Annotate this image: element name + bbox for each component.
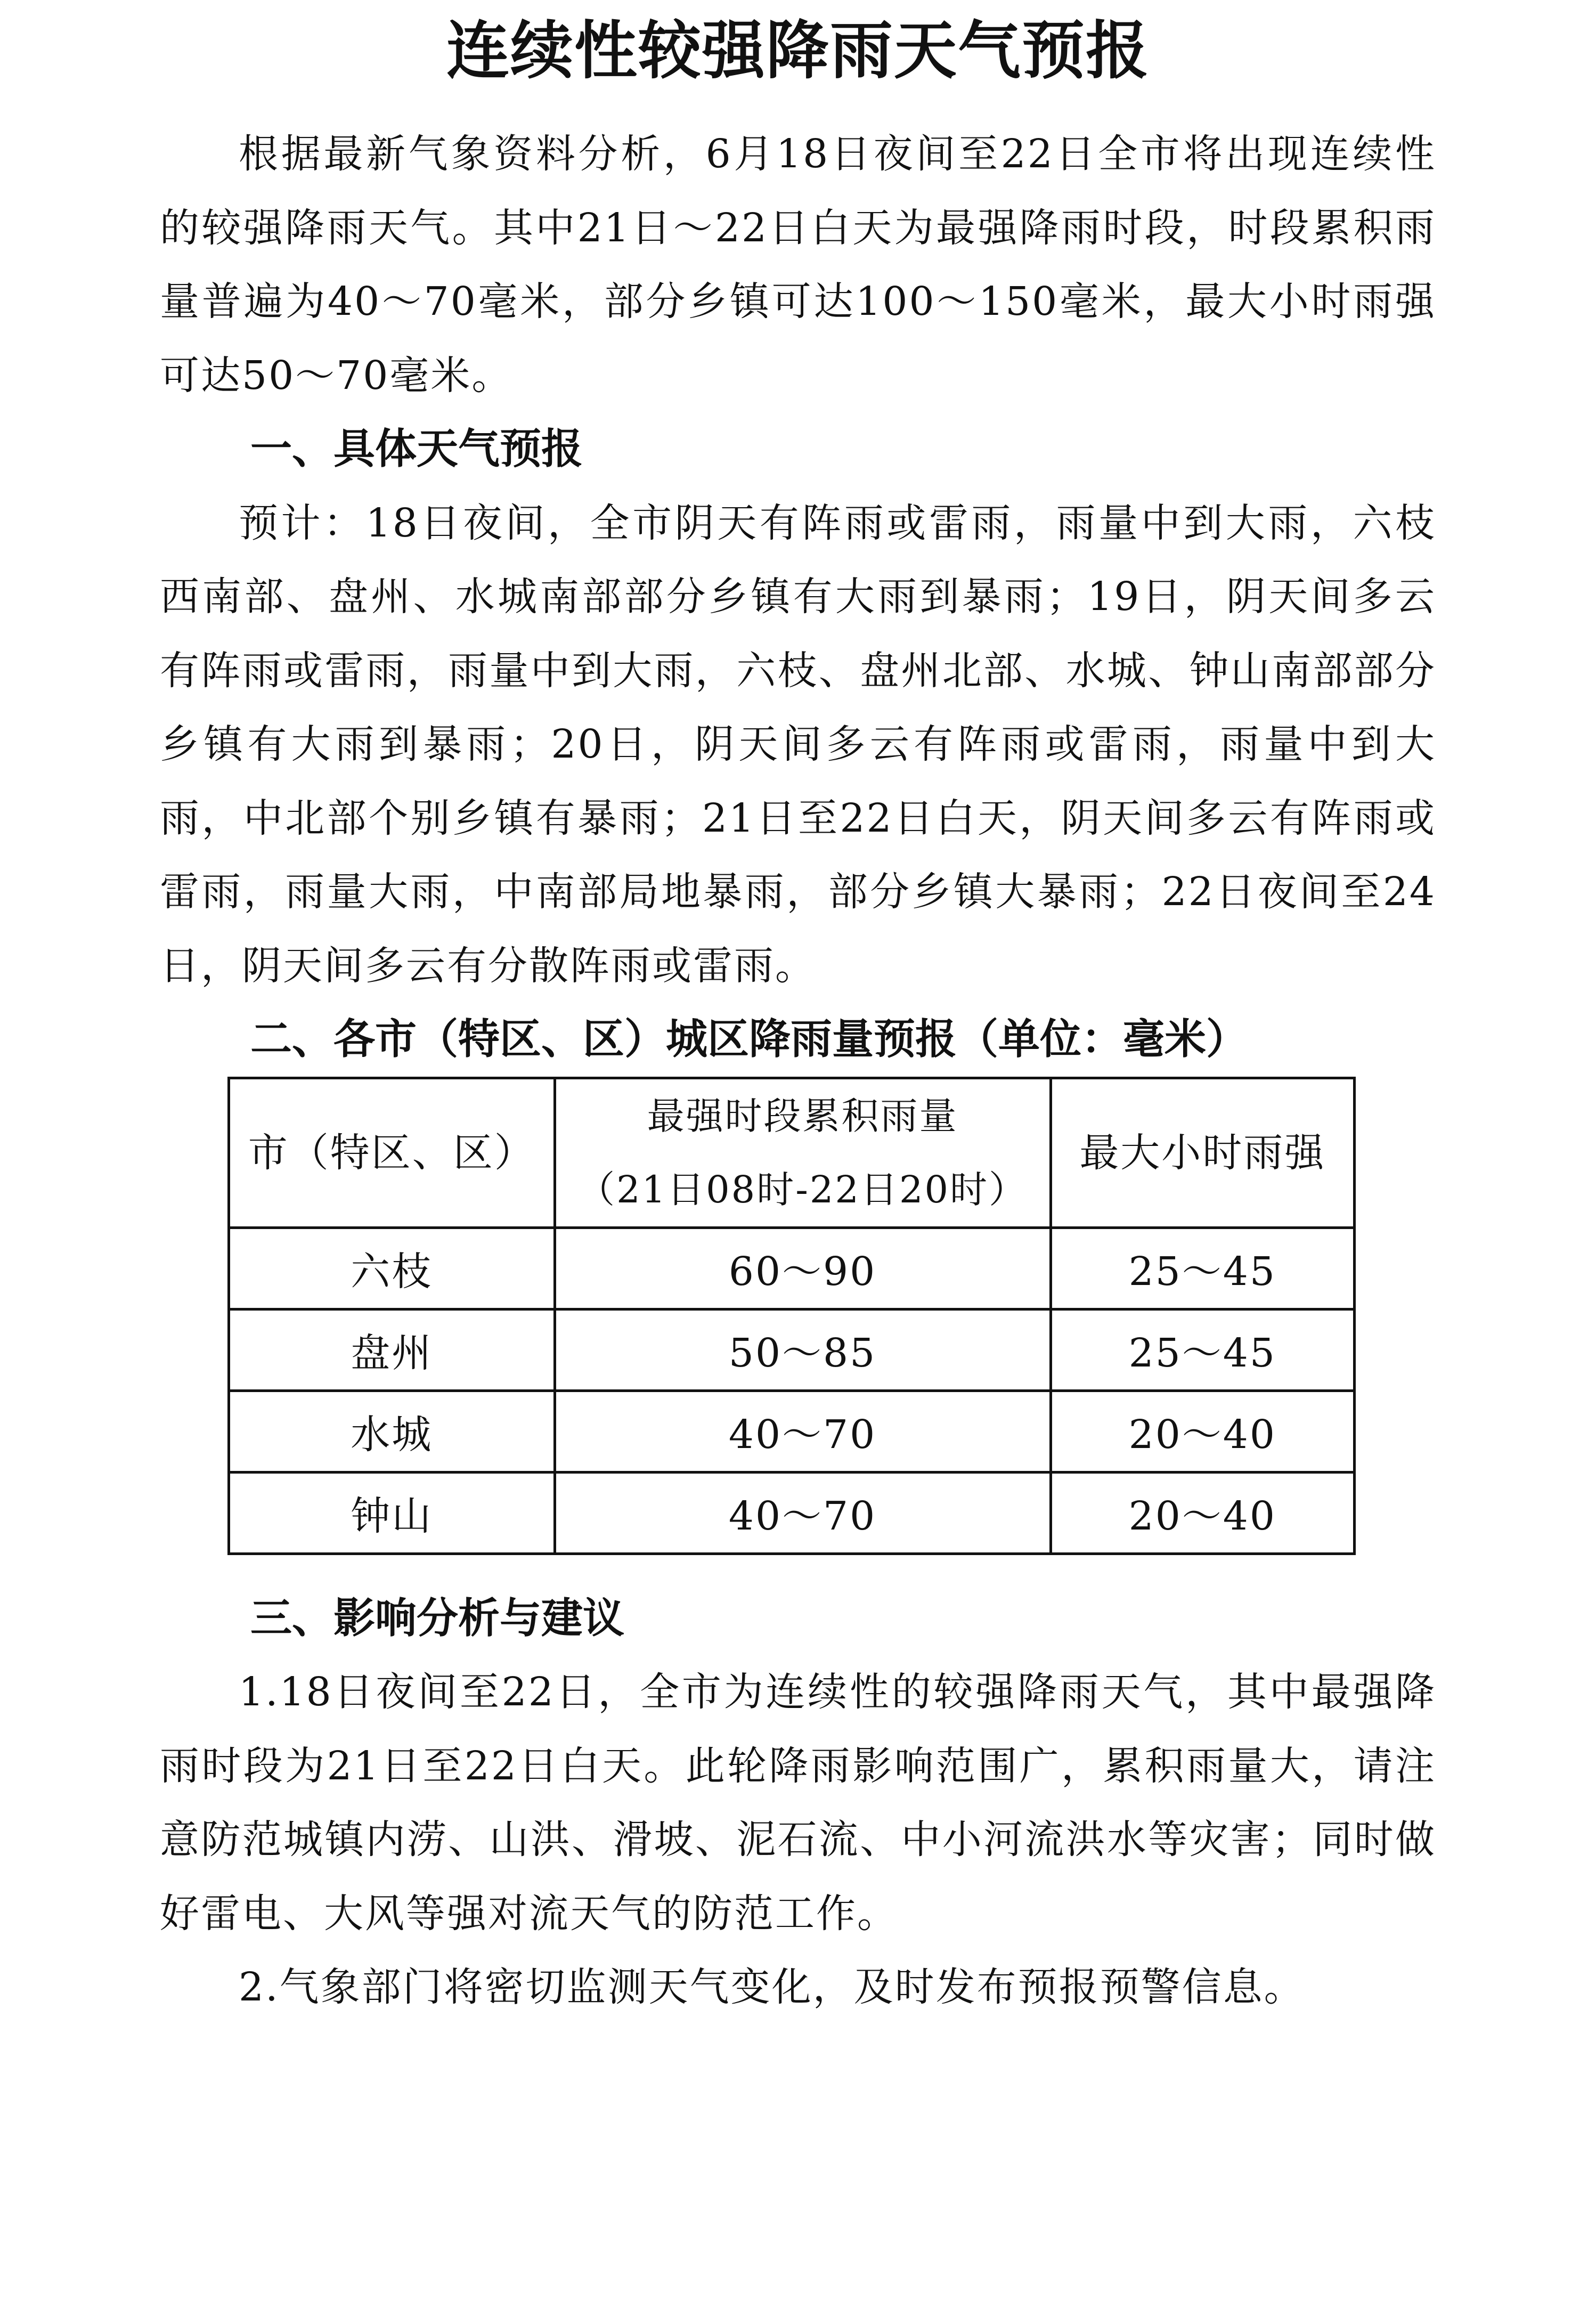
section-heading-rainfall-table: 二、各市（特区、区）城区降雨量预报（单位：毫米）	[250, 1015, 1248, 1063]
cell-total: 50～85	[555, 1309, 1051, 1390]
header-accumulated-title: 最强时段累积雨量	[647, 1094, 958, 1138]
cell-region: 水城	[229, 1390, 555, 1472]
cell-region: 盘州	[229, 1309, 555, 1390]
table-row	[229, 1390, 1355, 1472]
advice-item-1: 1.18日夜间至22日，全市为连续性的较强降雨天气，其中最强降雨时段为21日至22日白天。此轮降雨影响范围广，累积雨量大，请注意防范城镇内涝、山洪、滑坡、泥石流、中小河流洪水等灾害；同时做好雷电、大风等强对流天气的防范工作。	[160, 1669, 1436, 1937]
header-cell-region: 市（特区、区）	[229, 1078, 555, 1227]
header-accumulated-period: （21日08时-22日20时）	[577, 1167, 1028, 1211]
cell-region: 六枝	[229, 1227, 555, 1309]
cell-hourly: 25～45	[1051, 1309, 1354, 1390]
section-heading-advice: 三、影响分析与建议	[250, 1594, 625, 1642]
document-title: 连续性较强降雨天气预报	[446, 14, 1150, 87]
cell-hourly: 20～40	[1051, 1472, 1354, 1553]
table-row	[229, 1472, 1355, 1553]
forecast-paragraph: 预计：18日夜间，全市阴天有阵雨或雷雨，雨量中到大雨，六枝西南部、盘州、水城南部部分乡镇有大雨到暴雨；19日，阴天间多云有阵雨或雷雨，雨量中到大雨，六枝、盘州北部、水城、钟山南部部分乡镇有大雨到暴雨；20日，阴天间多云有阵雨或雷雨，雨量中到大雨，中北部个别乡镇有暴雨；21日至22日白天，阴天间多云有阵雨或雷雨，雨量大雨，中南部局地暴雨，部分乡镇大暴雨；22日夜间至24日，阴天间多云有分散阵雨或雷雨。	[160, 500, 1436, 989]
table-row	[229, 1227, 1355, 1309]
header-cell-accumulated	[555, 1078, 1051, 1227]
header-cell-hourly: 最大小时雨强	[1051, 1078, 1354, 1227]
document-page	[160, 0, 1436, 2024]
cell-total: 40～70	[555, 1472, 1051, 1553]
advice-item-2: 2.气象部门将密切监测天气变化，及时发布预报预警信息。	[239, 1964, 1305, 2010]
cell-total: 60～90	[555, 1227, 1051, 1309]
table-header-row	[229, 1078, 1355, 1227]
table-row	[229, 1309, 1355, 1390]
intro-paragraph: 根据最新气象资料分析，6月18日夜间至22日全市将出现连续性的较强降雨天气。其中21日～22日白天为最强降雨时段，时段累积雨量普遍为40～70毫米，部分乡镇可达100～150毫米，最大小时雨强可达50～70毫米。	[160, 131, 1436, 398]
cell-hourly: 25～45	[1051, 1227, 1354, 1309]
rainfall-table-container	[227, 1077, 1436, 1555]
cell-region: 钟山	[229, 1472, 555, 1553]
cell-total: 40～70	[555, 1390, 1051, 1472]
spacer	[160, 1555, 1436, 1582]
section-heading-forecast: 一、具体天气预报	[250, 425, 583, 473]
rainfall-table	[227, 1077, 1356, 1555]
cell-hourly: 20～40	[1051, 1390, 1354, 1472]
